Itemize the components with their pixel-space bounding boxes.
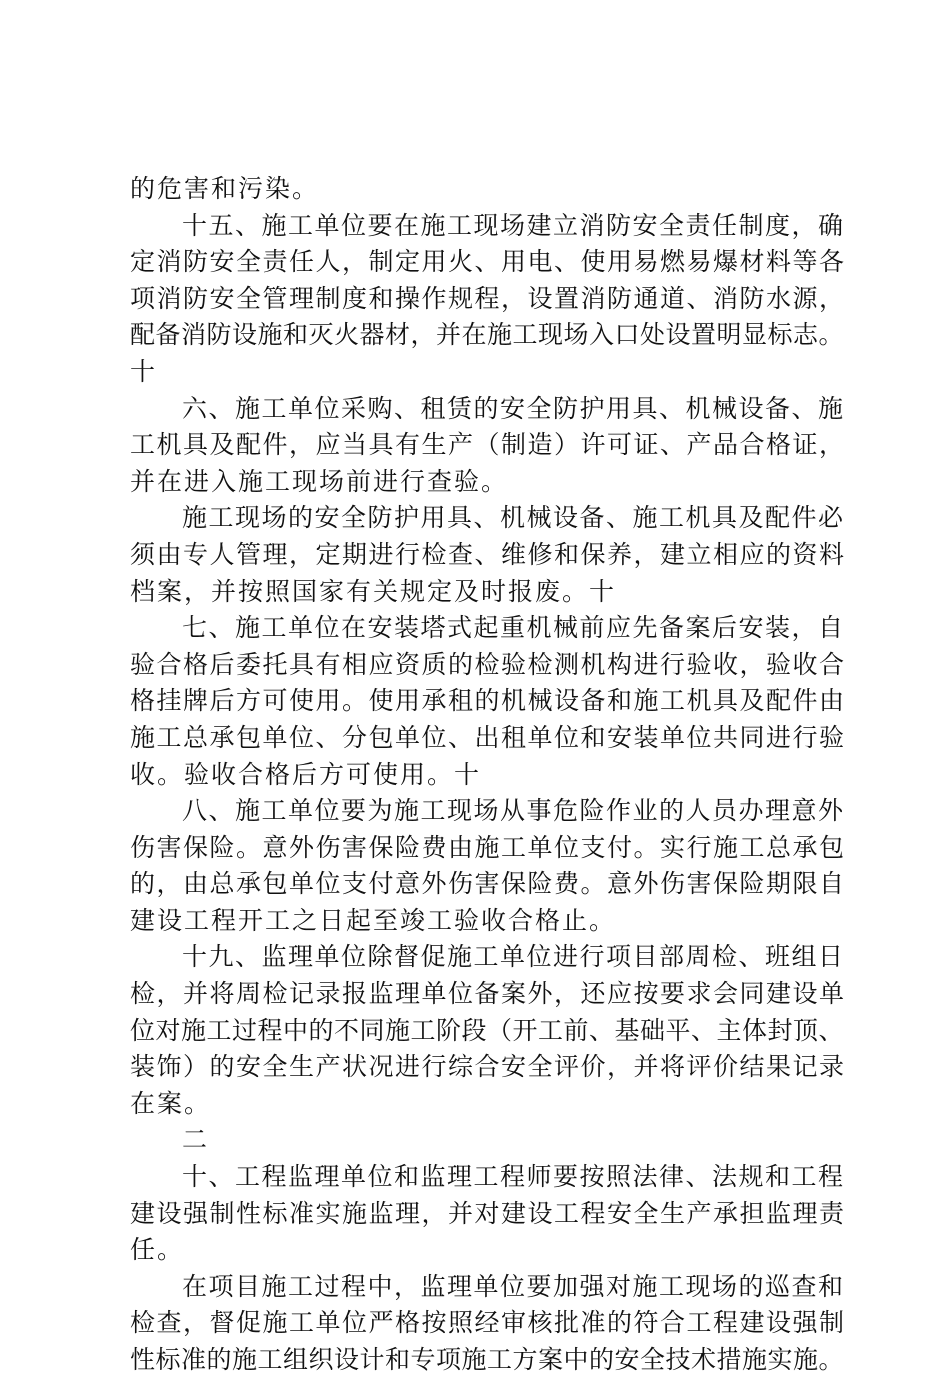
text-line: 格挂牌后方可使用。使用承租的机械设备和施工机具及配件由	[130, 686, 846, 716]
text-line: 的危害和污染。	[130, 174, 320, 203]
text-line: 在案。	[130, 1088, 212, 1118]
text-line: 建设强制性标准实施监理，并对建设工程安全生产承担监理责	[130, 1198, 846, 1228]
text-line: 工机具及配件，应当具有生产（制造）许可证、产品合格证，	[130, 430, 846, 460]
text-line: 十	[130, 356, 158, 386]
text-line: 十五、施工单位要在施工现场建立消防安全责任制度，确	[182, 210, 845, 240]
text-line: 建设工程开工之日起至竣工验收合格止。	[130, 905, 617, 935]
text-line: 任。	[130, 1235, 185, 1265]
text-line: 配备消防设施和灭火器材，并在施工现场入口处设置明显标志。	[130, 320, 845, 350]
text-line: 检查，督促施工单位严格按照经审核批准的符合工程建设强制	[130, 1308, 846, 1338]
text-line: 并在进入施工现场前进行查验。	[130, 466, 509, 496]
text-line: 十、工程监理单位和监理工程师要按照法律、法规和工程	[182, 1162, 845, 1192]
text-line: 检，并将周检记录报监理单位备案外，还应按要求会同建设单	[130, 979, 846, 1009]
text-line: 的，由总承包单位支付意外伤害保险费。意外伤害保险期限自	[130, 869, 846, 899]
text-line: 验合格后委托具有相应资质的检验检测机构进行验收，验收合	[130, 649, 846, 679]
text-line: 七、施工单位在安装塔式起重机械前应先备案后安装，自	[182, 613, 845, 643]
text-line: 十九、监理单位除督促施工单位进行项目部周检、班组日	[182, 942, 845, 972]
text-line: 收。验收合格后方可使用。十	[130, 759, 482, 789]
text-line: 定消防安全责任人，制定用火、用电、使用易燃易爆材料等各	[130, 247, 846, 277]
text-line: 施工现场的安全防护用具、机械设备、施工机具及配件必	[182, 503, 845, 533]
text-line: 档案，并按照国家有关规定及时报废。十	[130, 576, 617, 606]
text-line: 装饰）的安全生产状况进行综合安全评价，并将评价结果记录	[130, 1052, 846, 1082]
text-line: 伤害保险。意外伤害保险费由施工单位支付。实行施工总承包	[130, 832, 846, 862]
document-body	[130, 171, 850, 1379]
text-line: 六、施工单位采购、租赁的安全防护用具、机械设备、施	[182, 393, 845, 423]
text-line: 在项目施工过程中，监理单位要加强对施工现场的巡查和	[182, 1271, 845, 1301]
text-line: 位对施工过程中的不同施工阶段（开工前、基础平、主体封顶、	[130, 1015, 845, 1045]
text-line: 二	[182, 1125, 210, 1155]
text-line: 性标准的施工组织设计和专项施工方案中的安全技术措施实施。	[130, 1345, 845, 1374]
text-line: 须由专人管理，定期进行检查、维修和保养，建立相应的资料	[130, 539, 846, 569]
text-line: 八、施工单位要为施工现场从事危险作业的人员办理意外	[182, 796, 845, 826]
text-line: 施工总承包单位、分包单位、出租单位和安装单位共同进行验	[130, 722, 846, 752]
text-line: 项消防安全管理制度和操作规程，设置消防通道、消防水源，	[130, 283, 846, 313]
